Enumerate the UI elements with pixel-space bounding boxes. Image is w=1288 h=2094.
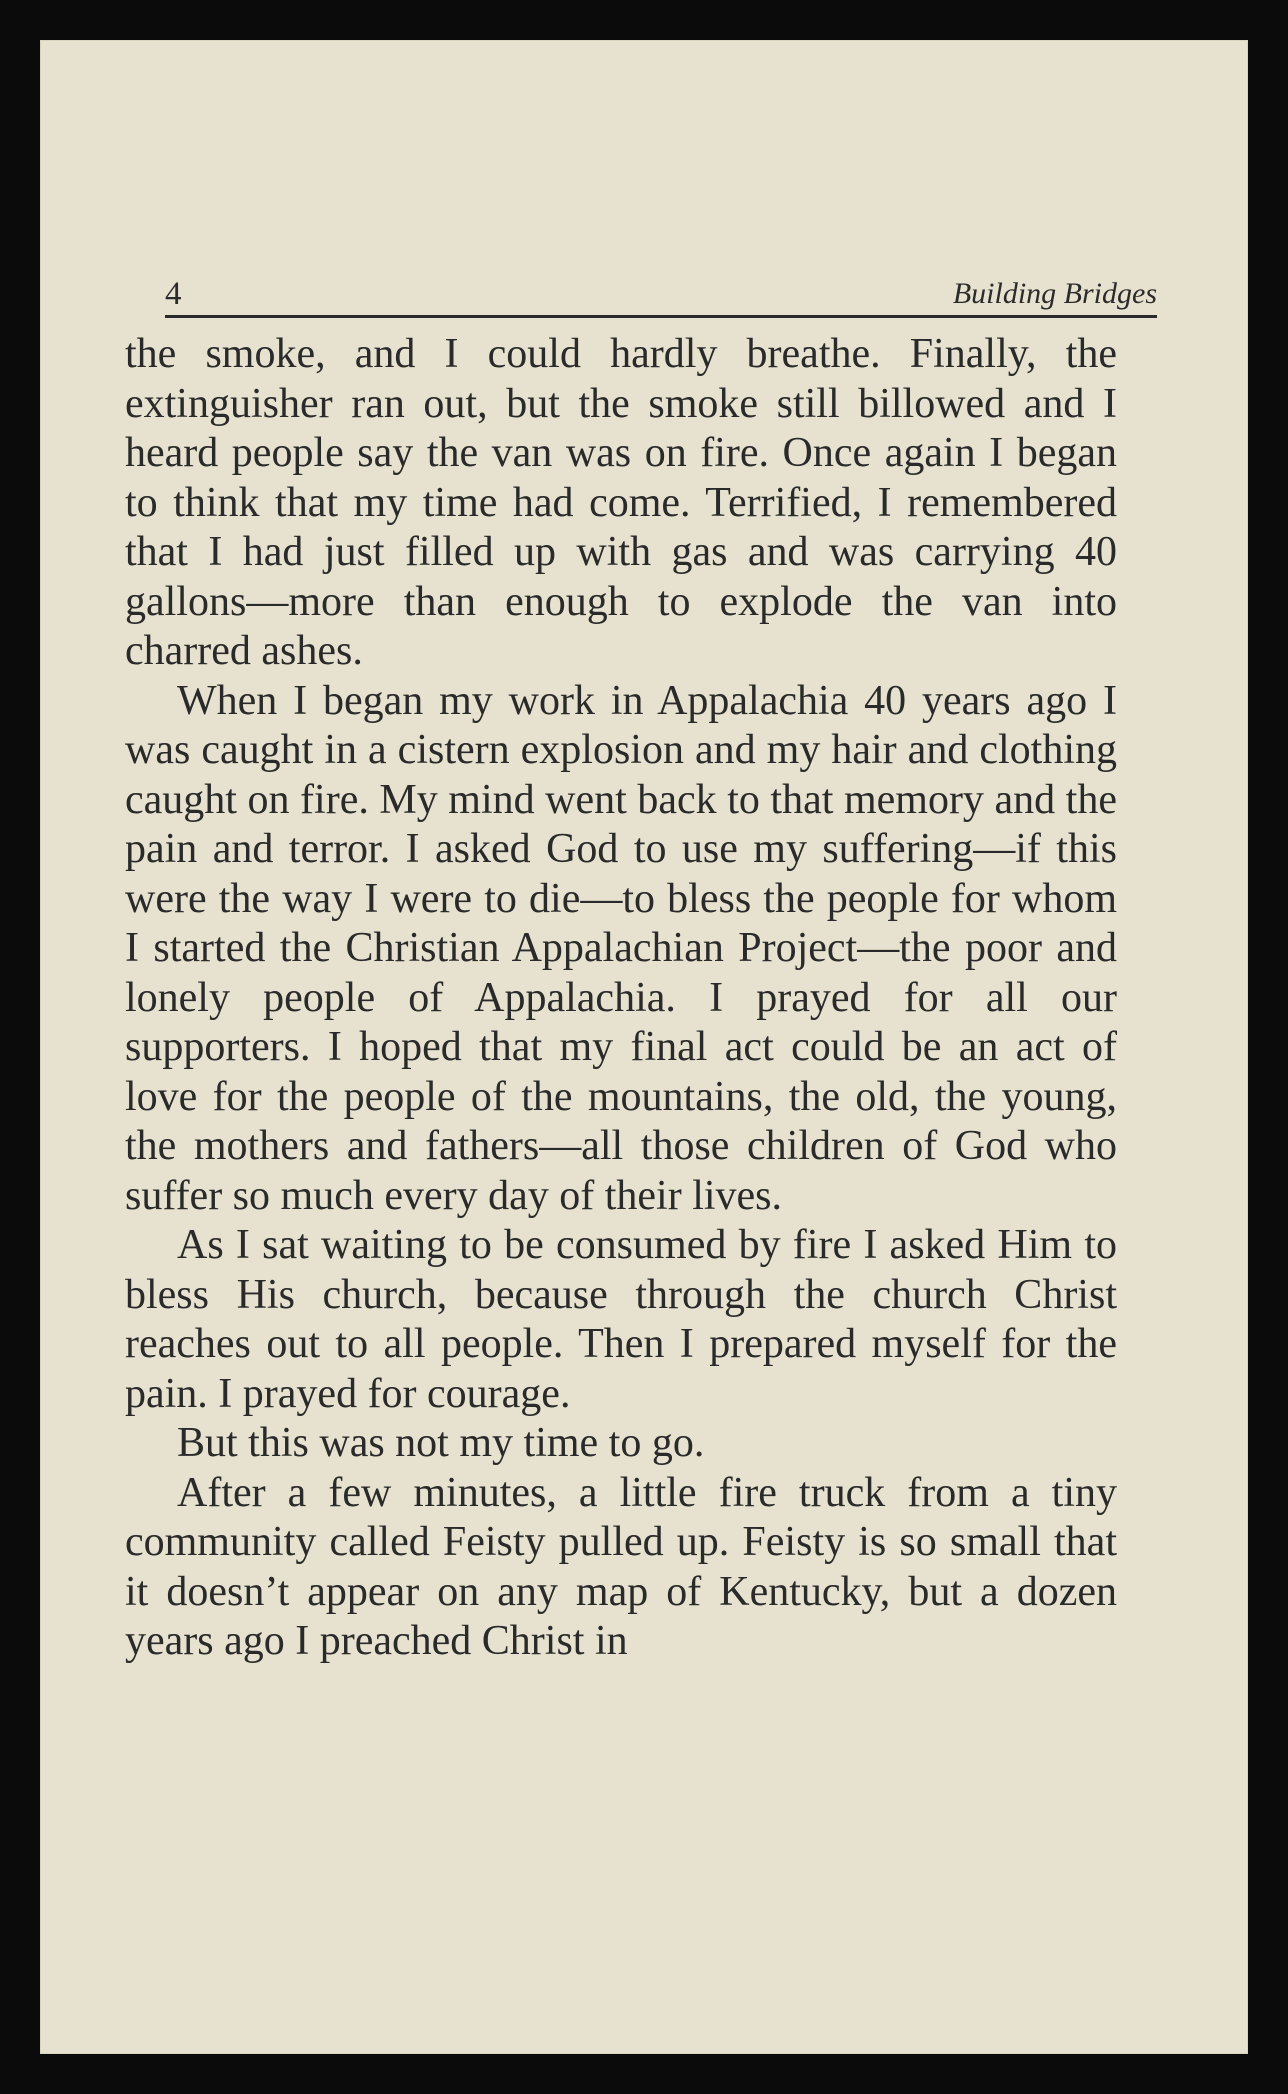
paragraph-2: When I began my work in Appalachia 40 years ago I was caught in a cistern explosion and my hair and clothing caught on fire. My mind went back to that memory and the pain and terror. I asked God to use my suffering—if this were the way I were to die—to bless the people for whom I started the Christian Appalachian Project—the poor and lonely people of Appalachia. I prayed for all our supporters. I hoped that my final act could be an act of love for the people of the mountains, the old, the young, the mothers and fathers—all those children of God who suffer so much every day of their lives.	[125, 677, 1117, 1219]
paragraph-4: But this was not my time to go.	[177, 1420, 705, 1466]
running-title: Building Bridges	[952, 277, 1157, 310]
body-text	[125, 330, 1117, 1667]
page-number: 4	[165, 276, 182, 312]
paragraph-1: the smoke, and I could hardly breathe. Finally, the extinguisher ran out, but the smoke still billowed and I heard people say the van was on fire. Once again I began to think that my time had come. Terrified, I remembered that I had just filled up with gas and was carrying 40 gallons—more than enough to explode the van into charred ashes.	[125, 331, 1117, 674]
paragraph-3: As I sat waiting to be consumed by fire I asked Him to bless His church, because through the church Christ reaches out to all people. Then I prepared myself for the pain. I prayed for courage.	[125, 1222, 1117, 1417]
paragraph-5: After a few minutes, a little fire truck from a tiny community called Feisty pulled up. Feisty is so small that it doesn’t appear on any map of Kentucky, but a dozen years ago I preached Christ in	[125, 1469, 1117, 1664]
page-header	[165, 265, 1157, 318]
